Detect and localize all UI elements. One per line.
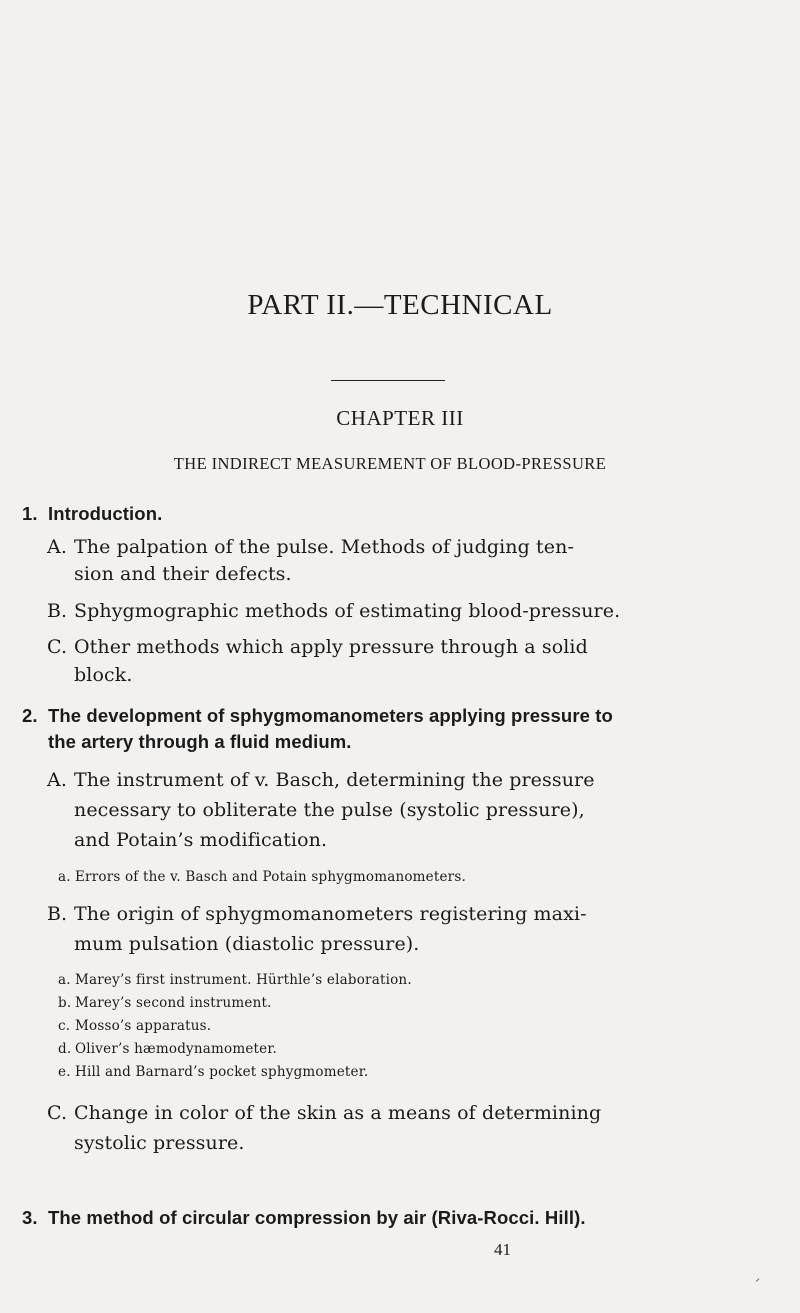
item-text: necessary to obliterate the pulse (systolic pressure), xyxy=(74,799,585,821)
section-title: The development of sphygmomanometers applying pressure to xyxy=(48,705,613,726)
item-text: sion and their defects. xyxy=(74,563,292,585)
chapter-title: THE INDIRECT MEASUREMENT OF BLOOD-PRESSURE xyxy=(173,454,607,473)
sub-item-text: Marey’s second instrument. xyxy=(75,995,272,1011)
sub-item-letter: e. xyxy=(58,1064,71,1080)
item-text: The palpation of the pulse. Methods of judging ten- xyxy=(74,536,574,558)
sub-item-letter: a. xyxy=(58,972,71,988)
item-text: Sphygmographic methods of estimating blood-pressure. xyxy=(74,600,621,622)
item-letter: A. xyxy=(47,769,67,791)
item-letter: B. xyxy=(47,903,68,925)
item-text: The instrument of v. Basch, determining the pressure xyxy=(74,769,595,791)
part-title: PART II.—TECHNICAL xyxy=(247,289,553,321)
print-speck xyxy=(756,1278,762,1284)
sub-item-text: Oliver’s hæmodynamometer. xyxy=(75,1041,278,1057)
section-title: The method of circular compression by air (Riva-Rocci. Hill). xyxy=(48,1207,586,1228)
sub-item-letter: a. xyxy=(58,869,71,885)
sub-item-text: Hill and Barnard’s pocket sphygmometer. xyxy=(75,1064,369,1080)
section-title: the artery through a fluid medium. xyxy=(48,731,352,752)
item-text: block. xyxy=(74,664,133,686)
sub-item-letter: d. xyxy=(58,1041,72,1057)
page-number: 41 xyxy=(494,1240,511,1259)
sub-item-text: Mosso’s apparatus. xyxy=(75,1018,212,1034)
item-text: systolic pressure. xyxy=(74,1132,245,1154)
item-letter: C. xyxy=(47,636,68,658)
sub-item-letter: b. xyxy=(58,995,72,1011)
section-number: 1. xyxy=(22,503,38,524)
item-text: and Potain’s modification. xyxy=(74,829,328,851)
item-text: The origin of sphygmomanometers registering maxi- xyxy=(74,903,587,925)
chapter-number: CHAPTER III xyxy=(336,406,464,430)
item-letter: B. xyxy=(47,600,68,622)
sub-item-letter: c. xyxy=(58,1018,71,1034)
item-letter: C. xyxy=(47,1102,68,1124)
item-text: Change in color of the skin as a means of determining xyxy=(74,1102,602,1124)
item-letter: A. xyxy=(47,536,67,558)
section-number: 3. xyxy=(22,1207,38,1228)
section-number: 2. xyxy=(22,705,38,726)
sub-item-text: Marey’s first instrument. Hürthle’s elaboration. xyxy=(75,972,412,988)
divider-rule xyxy=(331,380,445,381)
sub-item-text: Errors of the v. Basch and Potain sphygmomanometers. xyxy=(75,869,466,885)
section-title: Introduction. xyxy=(48,503,163,524)
item-text: Other methods which apply pressure through a solid xyxy=(74,636,588,658)
item-text: mum pulsation (diastolic pressure). xyxy=(74,933,420,955)
